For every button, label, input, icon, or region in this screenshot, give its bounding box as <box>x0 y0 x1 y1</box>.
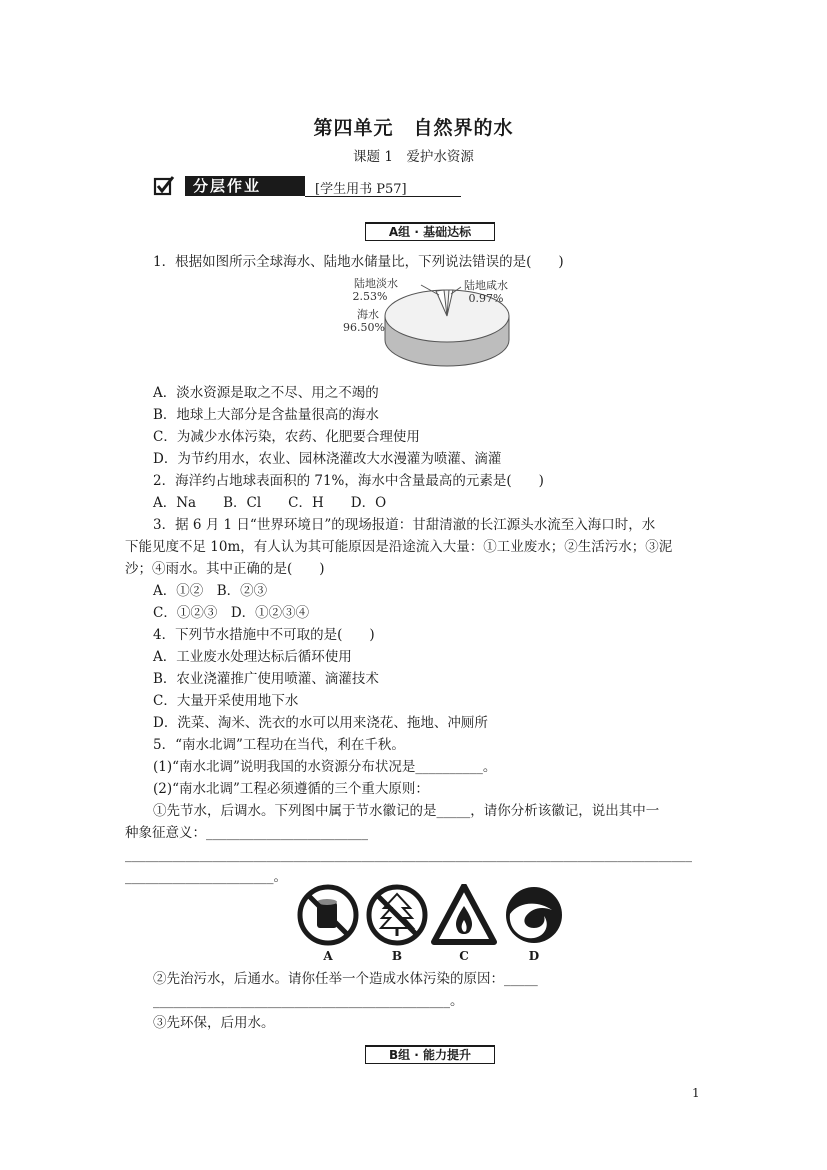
question-line: ③先环保，后用水。 <box>153 1015 275 1031</box>
emblem-label: C <box>459 949 469 963</box>
question-line: 5．“南水北调”工程功在当代，利在千秋。 <box>153 737 405 753</box>
question-line: ①先节水，后调水。下列图中属于节水徽记的是_____，请你分析该徽记，说出其中一 <box>153 803 660 819</box>
emblem-label: D <box>528 949 540 963</box>
question-line: A．工业废水处理达标后循环使用 <box>153 649 352 665</box>
question-line: ②先治污水，后通水。请你任举一个造成水体污染的原因：_____ <box>153 971 538 987</box>
page-number: 1 <box>692 1086 700 1100</box>
pie-value-salt: 0.97% <box>468 292 504 305</box>
question-line: C．①②③ D．①②③④ <box>153 605 310 621</box>
emblem-c-icon <box>434 886 494 942</box>
question-line: A．淡水资源是取之不尽、用之不竭的 <box>153 385 379 401</box>
answer-blank-line: ______________________。 <box>125 869 287 885</box>
question-line: 2．海洋约占地球表面积的 71%，海水中含量最高的元素是( ) <box>153 473 544 489</box>
water-pie-chart <box>340 272 530 372</box>
emblem-d-icon <box>506 887 562 943</box>
question-line: (2)“南水北调”工程必须遵循的三个重大原则： <box>153 781 429 797</box>
question-line: 下能见度不足 10m，有人认为其可能原因是沿途流入大量：①工业废水；②生活污水；③泥 <box>125 539 673 555</box>
question-line: B．地球上大部分是含盐量很高的海水 <box>153 407 379 423</box>
checkbox-icon <box>153 175 175 197</box>
page-title: 第四单元 自然界的水 <box>313 117 514 139</box>
emblem-b-icon <box>369 887 425 943</box>
emblem-label: B <box>391 949 403 963</box>
question-line: 种象征意义：________________________ <box>125 825 368 841</box>
banner-label: 分层作业 <box>185 176 305 196</box>
question-line: A．Na B．Cl C．H D．O <box>153 495 387 511</box>
emblem-a-icon <box>300 887 356 943</box>
pie-value-sea: 96.50% <box>343 321 385 334</box>
question-line: 1．根据如图所示全球海水、陆地水储量比，下列说法错误的是( ) <box>153 254 564 270</box>
question-line: 3．据 6 月 1 日“世界环境日”的现场报道：甘甜清澈的长江源头水流至入海口时，水 <box>153 517 656 533</box>
group-b-heading: B组 · 能力提升 <box>365 1045 495 1064</box>
question-line: 4．下列节水措施中不可取的是( ) <box>153 627 375 643</box>
answer-blank-line: ____________________________________________________________________________________ <box>125 847 692 863</box>
banner-reference: [学生用书 P57] <box>315 182 407 197</box>
question-line: C．为减少水体污染，农药、化肥要合理使用 <box>153 429 420 445</box>
pie-value-fresh: 2.53% <box>352 290 388 303</box>
pie-label-fresh: 陆地淡水 <box>354 277 398 290</box>
group-a-heading: A组 · 基础达标 <box>365 222 495 241</box>
question-line: A．①② B．②③ <box>153 583 268 599</box>
pie-label-sea: 海水 <box>357 308 379 321</box>
emblem-label: A <box>323 949 333 963</box>
question-line: C．大量开采使用地下水 <box>153 693 299 709</box>
emblem-icons <box>296 884 566 964</box>
pie-label-salt: 陆地咸水 <box>464 279 508 292</box>
question-line: 沙；④雨水。其中正确的是( ) <box>125 561 325 577</box>
question-line: D．洗菜、淘米、洗衣的水可以用来浇花、拖地、冲厕所 <box>153 715 488 731</box>
answer-blank-line: ____________________________________________。 <box>153 993 464 1009</box>
lesson-subtitle: 课题 1 爱护水资源 <box>353 149 474 165</box>
question-line: B．农业浇灌推广使用喷灌、滴灌技术 <box>153 671 379 687</box>
question-line: (1)“南水北调”说明我国的水资源分布状况是__________。 <box>153 759 497 775</box>
question-line: D．为节约用水，农业、园林浇灌改大水漫灌为喷灌、滴灌 <box>153 451 502 467</box>
